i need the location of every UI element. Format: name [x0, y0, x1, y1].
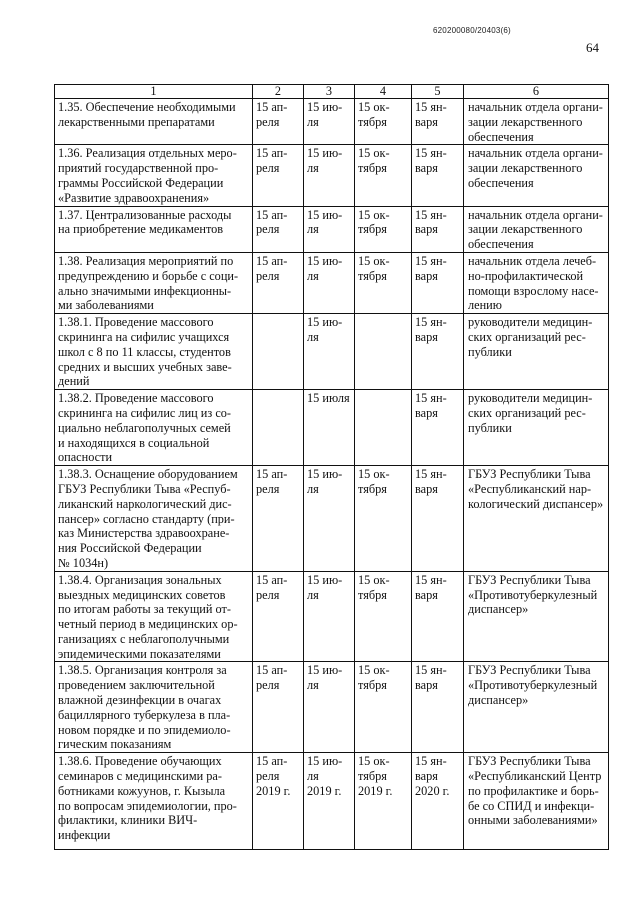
cell-text-line: варя	[415, 678, 438, 693]
cell-text-line: варя	[415, 222, 438, 237]
cell-text-line: 15 ию-	[307, 253, 343, 268]
responsible-cell	[464, 99, 609, 145]
q3-deadline-cell	[355, 252, 412, 313]
cell-text-line: диспансер»	[468, 602, 529, 617]
cell-text-line: 15 ап-	[256, 572, 288, 587]
q4-deadline-cell	[412, 466, 464, 572]
cell-text-line: варя	[415, 161, 438, 176]
activity-cell	[55, 753, 253, 850]
cell-text-line: по итогам работы за текущий от-	[58, 602, 231, 617]
q3-deadline-cell	[355, 390, 412, 466]
cell-text-line: 1.35. Обеспечение необходимыми	[58, 100, 236, 114]
cell-text-line: реля	[256, 769, 280, 784]
cell-text-line: гическим показаниям	[58, 737, 172, 752]
cell-text-line: «Противотуберкулезный	[468, 587, 598, 602]
responsible-cell	[464, 662, 609, 753]
q2-deadline-cell	[304, 314, 355, 390]
cell-text-line: ля	[307, 329, 319, 344]
table-row	[55, 390, 609, 466]
table-header-row	[55, 85, 609, 99]
cell-text-line: циально неблагополучных семей	[58, 420, 231, 435]
cell-text-line: по профилактике и борь-	[468, 783, 599, 798]
cell-text-line: начальник отдела лечеб-	[468, 253, 597, 268]
cell-text-line: онными заболеваниями»	[468, 813, 598, 828]
cell-text-line: ских организаций рес-	[468, 329, 586, 344]
cell-text-line: тября	[358, 481, 387, 496]
cell-text-line: обеспечения	[468, 129, 534, 144]
cell-text-line: тября	[358, 678, 387, 693]
cell-text-line: 1.38.3. Оснащение оборудованием	[58, 467, 238, 482]
cell-text-line: 2019 г.	[256, 783, 291, 798]
cell-text-line: 1.38.6. Проведение обучающих	[58, 754, 222, 769]
q4-deadline-cell	[412, 662, 464, 753]
q1-deadline-cell	[253, 753, 304, 850]
q2-deadline-cell	[304, 99, 355, 145]
q2-deadline-cell	[304, 753, 355, 850]
cell-text-line: реля	[256, 114, 280, 129]
q3-deadline-cell	[355, 145, 412, 206]
cell-text-line: школ с 8 по 11 классы, студентов	[58, 344, 231, 359]
cell-text-line: 15 ян-	[415, 572, 447, 587]
cell-text-line: эпидемическими показателями	[58, 646, 221, 661]
cell-text-line: 2020 г.	[415, 783, 450, 798]
cell-text-line: начальник отдела органи-	[468, 100, 603, 114]
cell-text-line: ГБУЗ Республики Тыва	[468, 572, 591, 587]
activity-cell	[55, 571, 253, 662]
cell-text-line: ля	[307, 114, 319, 129]
responsible-cell	[464, 206, 609, 252]
cell-text-line: 15 ян-	[415, 253, 447, 268]
table-body	[55, 99, 609, 850]
q1-deadline-cell	[253, 466, 304, 572]
cell-text-line: ля	[307, 222, 319, 237]
cell-text-line: 15 ян-	[415, 467, 447, 482]
cell-text-line: 15 ию-	[307, 572, 343, 587]
cell-text-line: лению	[468, 298, 502, 313]
q3-deadline-cell	[355, 571, 412, 662]
cell-text-line: тября	[358, 114, 387, 129]
cell-text-line: ботниками кожуунов, г. Кызыла	[58, 783, 226, 798]
cell-text-line: филактики, клиники ВИЧ-	[58, 813, 198, 828]
cell-text-line: помощи взрослому насе-	[468, 283, 599, 298]
cell-text-line: 15 ок-	[358, 207, 390, 222]
cell-text-line: тября	[358, 161, 387, 176]
q4-deadline-cell	[412, 314, 464, 390]
cell-text-line: варя	[415, 405, 438, 420]
responsible-cell	[464, 252, 609, 313]
q1-deadline-cell	[253, 662, 304, 753]
q3-deadline-cell	[355, 206, 412, 252]
cell-text-line: варя	[415, 769, 438, 784]
cell-text-line: по вопросам эпидемиологии, про-	[58, 798, 237, 813]
responsible-cell	[464, 314, 609, 390]
column-header: 1	[55, 85, 253, 99]
cell-text-line: ля	[307, 481, 319, 496]
cell-text-line: 15 ап-	[256, 754, 288, 769]
cell-text-line: 15 ап-	[256, 146, 288, 161]
cell-text-line: 1.36. Реализация отдельных меро-	[58, 146, 237, 161]
cell-text-line: варя	[415, 114, 438, 129]
cell-text-line: руководители медицин-	[468, 315, 593, 330]
responsible-cell	[464, 571, 609, 662]
q2-deadline-cell	[304, 466, 355, 572]
cell-text-line: ния Российской Федерации	[58, 541, 202, 556]
cell-text-line: ганизациях с неблагополучными	[58, 631, 230, 646]
cell-text-line: 2019 г.	[307, 783, 342, 798]
cell-text-line: публики	[468, 344, 512, 359]
table-row	[55, 314, 609, 390]
cell-text-line: влажной дезинфекции в очагах	[58, 693, 222, 708]
cell-text-line: 15 ию-	[307, 663, 343, 678]
cell-text-line: 15 ян-	[415, 207, 447, 222]
cell-text-line: 15 ян-	[415, 754, 447, 769]
q3-deadline-cell	[355, 753, 412, 850]
q1-deadline-cell	[253, 390, 304, 466]
cell-text-line: тября	[358, 222, 387, 237]
cell-text-line: тября	[358, 587, 387, 602]
cell-text-line: приятий государственной про-	[58, 161, 219, 176]
cell-text-line: реля	[256, 587, 280, 602]
activity-cell	[55, 99, 253, 145]
cell-text-line: и находящихся в социальной	[58, 435, 210, 450]
cell-text-line: 1.38.5. Организация контроля за	[58, 663, 227, 678]
cell-text-line: 15 ию-	[307, 467, 343, 482]
q1-deadline-cell	[253, 571, 304, 662]
cell-text-line: зации лекарственного	[468, 161, 583, 176]
cell-text-line: 15 ап-	[256, 100, 288, 114]
responsible-cell	[464, 390, 609, 466]
cell-text-line: 15 ию-	[307, 315, 343, 330]
cell-text-line: 1.38. Реализация мероприятий по	[58, 253, 234, 268]
cell-text-line: обеспечения	[468, 237, 534, 252]
cell-text-line: бе со СПИД и инфекци-	[468, 798, 595, 813]
cell-text-line: ГБУЗ Республики Тыва	[468, 467, 591, 482]
q4-deadline-cell	[412, 99, 464, 145]
cell-text-line: ля	[307, 769, 319, 784]
cell-text-line: № 1034н)	[58, 555, 109, 570]
cell-text-line: 15 ию-	[307, 207, 343, 222]
cell-text-line: начальник отдела органи-	[468, 146, 603, 161]
column-header: 4	[355, 85, 412, 99]
q2-deadline-cell	[304, 571, 355, 662]
table-row	[55, 571, 609, 662]
cell-text-line: инфекции	[58, 828, 111, 843]
q2-deadline-cell	[304, 390, 355, 466]
cell-text-line: четный период в медицинских ор-	[58, 617, 238, 632]
column-header: 6	[464, 85, 609, 99]
cell-text-line: 15 ян-	[415, 146, 447, 161]
cell-text-line: предупреждению и борьбе с соци-	[58, 268, 239, 283]
schedule-table	[54, 84, 609, 850]
cell-text-line: зации лекарственного	[468, 222, 583, 237]
q3-deadline-cell	[355, 99, 412, 145]
cell-text-line: 15 ок-	[358, 754, 390, 769]
table-row	[55, 753, 609, 850]
q4-deadline-cell	[412, 753, 464, 850]
cell-text-line: 15 ию-	[307, 146, 343, 161]
q2-deadline-cell	[304, 662, 355, 753]
cell-text-line: 15 ию-	[307, 100, 343, 114]
cell-text-line: варя	[415, 268, 438, 283]
cell-text-line: 15 ок-	[358, 467, 390, 482]
cell-text-line: 2019 г.	[358, 783, 393, 798]
cell-text-line: 15 ок-	[358, 253, 390, 268]
table-row	[55, 252, 609, 313]
cell-text-line: проведением заключительной	[58, 678, 215, 693]
cell-text-line: скрининга на сифилис лиц из со-	[58, 405, 232, 420]
cell-text-line: опасности	[58, 450, 113, 465]
cell-text-line: диспансер»	[468, 693, 529, 708]
activity-cell	[55, 206, 253, 252]
cell-text-line: варя	[415, 329, 438, 344]
cell-text-line: каз Министерства здравоохране-	[58, 526, 230, 541]
q4-deadline-cell	[412, 571, 464, 662]
cell-text-line: руководители медицин-	[468, 391, 593, 406]
q2-deadline-cell	[304, 206, 355, 252]
cell-text-line: лекарственными препаратами	[58, 114, 215, 129]
cell-text-line: скрининга на сифилис учащихся	[58, 329, 230, 344]
activity-cell	[55, 252, 253, 313]
table-row	[55, 662, 609, 753]
cell-text-line: ликанский наркологический дис-	[58, 496, 232, 511]
activity-cell	[55, 466, 253, 572]
q1-deadline-cell	[253, 206, 304, 252]
cell-text-line: начальник отдела органи-	[468, 207, 603, 222]
cell-text-line: ГБУЗ Республики Тыва «Респуб-	[58, 481, 231, 496]
cell-text-line: 15 ап-	[256, 663, 288, 678]
cell-text-line: бациллярного туберкулеза в пла-	[58, 707, 231, 722]
cell-text-line: реля	[256, 222, 280, 237]
q1-deadline-cell	[253, 145, 304, 206]
cell-text-line: варя	[415, 587, 438, 602]
responsible-cell	[464, 145, 609, 206]
q4-deadline-cell	[412, 145, 464, 206]
cell-text-line: обеспечения	[468, 175, 534, 190]
q3-deadline-cell	[355, 466, 412, 572]
cell-text-line: но-профилактической	[468, 268, 584, 283]
cell-text-line: ля	[307, 587, 319, 602]
q2-deadline-cell	[304, 145, 355, 206]
document-code: 620200080/20403(6)	[433, 26, 511, 35]
cell-text-line: на приобретение медикаментов	[58, 222, 224, 237]
cell-text-line: тября	[358, 268, 387, 283]
q4-deadline-cell	[412, 206, 464, 252]
cell-text-line: ля	[307, 678, 319, 693]
cell-text-line: 15 ок-	[358, 100, 390, 114]
cell-text-line: 15 ок-	[358, 572, 390, 587]
cell-text-line: семинаров с медицинскими ра-	[58, 769, 222, 784]
cell-text-line: ГБУЗ Республики Тыва	[468, 663, 591, 678]
cell-text-line: граммы Российской Федерации	[58, 175, 224, 190]
q1-deadline-cell	[253, 99, 304, 145]
cell-text-line: ГБУЗ Республики Тыва	[468, 754, 591, 769]
cell-text-line: дений	[58, 374, 90, 389]
cell-text-line: 15 ап-	[256, 467, 288, 482]
column-header: 3	[304, 85, 355, 99]
cell-text-line: 15 ян-	[415, 663, 447, 678]
q3-deadline-cell	[355, 662, 412, 753]
q4-deadline-cell	[412, 390, 464, 466]
cell-text-line: кологический диспансер»	[468, 496, 604, 511]
cell-text-line: реля	[256, 481, 280, 496]
q4-deadline-cell	[412, 252, 464, 313]
cell-text-line: 15 ап-	[256, 207, 288, 222]
cell-text-line: реля	[256, 161, 280, 176]
cell-text-line: «Республиканский нар-	[468, 481, 592, 496]
cell-text-line: зации лекарственного	[468, 114, 583, 129]
page-number: 64	[586, 40, 599, 55]
cell-text-line: «Противотуберкулезный	[468, 678, 598, 693]
q1-deadline-cell	[253, 314, 304, 390]
responsible-cell	[464, 753, 609, 850]
cell-text-line: ских организаций рес-	[468, 405, 586, 420]
cell-text-line: 1.37. Централизованные расходы	[58, 207, 232, 222]
cell-text-line: варя	[415, 481, 438, 496]
table-row	[55, 145, 609, 206]
q2-deadline-cell	[304, 252, 355, 313]
column-header: 5	[412, 85, 464, 99]
cell-text-line: пансер» согласно стандарту (при-	[58, 511, 235, 526]
column-header: 2	[253, 85, 304, 99]
cell-text-line: 15 ян-	[415, 391, 447, 406]
cell-text-line: 1.38.1. Проведение массового	[58, 315, 214, 330]
cell-text-line: новом порядке и по эпидемиоло-	[58, 722, 231, 737]
activity-cell	[55, 662, 253, 753]
cell-text-line: 1.38.2. Проведение массового	[58, 391, 214, 406]
cell-text-line: реля	[256, 268, 280, 283]
responsible-cell	[464, 466, 609, 572]
activity-cell	[55, 314, 253, 390]
cell-text-line: ля	[307, 161, 319, 176]
cell-text-line: ми заболеваниями	[58, 298, 154, 313]
cell-text-line: ально значимыми инфекционны-	[58, 283, 232, 298]
cell-text-line: 15 июля	[307, 391, 350, 406]
cell-text-line: 15 ап-	[256, 253, 288, 268]
table-row	[55, 466, 609, 572]
cell-text-line: тября	[358, 769, 387, 784]
cell-text-line: 15 ян-	[415, 100, 447, 114]
cell-text-line: 1.38.4. Организация зональных	[58, 572, 222, 587]
cell-text-line: 15 ок-	[358, 663, 390, 678]
cell-text-line: 15 ок-	[358, 146, 390, 161]
cell-text-line: «Республиканский Центр	[468, 769, 602, 784]
cell-text-line: выездных медицинских советов	[58, 587, 226, 602]
cell-text-line: «Развитие здравоохранения»	[58, 190, 210, 205]
activity-cell	[55, 390, 253, 466]
cell-text-line: ля	[307, 268, 319, 283]
q1-deadline-cell	[253, 252, 304, 313]
cell-text-line: публики	[468, 420, 512, 435]
q3-deadline-cell	[355, 314, 412, 390]
table-row	[55, 206, 609, 252]
cell-text-line: 15 ян-	[415, 315, 447, 330]
cell-text-line: средних и высших учебных заве-	[58, 359, 232, 374]
table-row	[55, 99, 609, 145]
cell-text-line: реля	[256, 678, 280, 693]
activity-cell	[55, 145, 253, 206]
cell-text-line: 15 ию-	[307, 754, 343, 769]
